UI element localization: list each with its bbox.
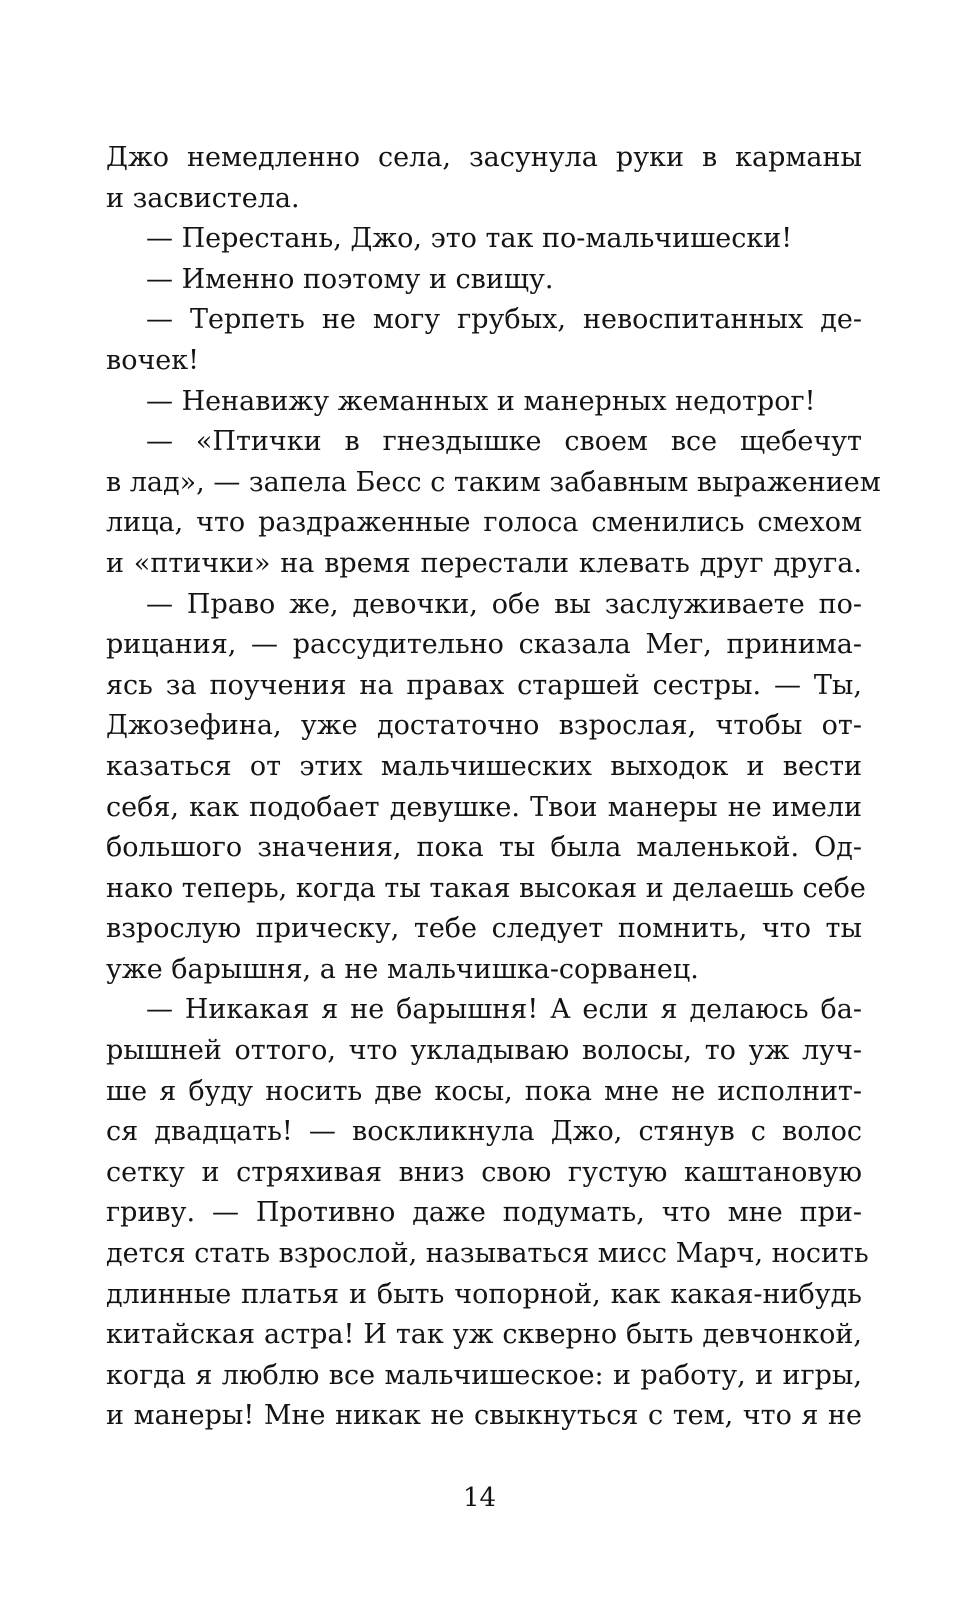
text-line: сетку и стряхивая вниз свою густую каштановую [106, 1156, 862, 1188]
text-line: дется стать взрослой, называться мисс Марч, носить [106, 1238, 869, 1270]
text-line: казаться от этих мальчишеских выходок и вести [106, 750, 862, 782]
text-line: взрослую прическу, тебе следует помнить, что ты [106, 913, 862, 945]
text-line: — «Птички в гнездышке своем все щебечут [146, 426, 862, 458]
text-line: гриву. — Противно даже подумать, что мне при- [106, 1197, 862, 1229]
text-line: ся двадцать! — воскликнула Джо, стянув с волос [106, 1116, 862, 1148]
text-line: — Никакая я не барышня! А если я делаюсь ба- [146, 994, 862, 1026]
text-line: — Перестань, Джо, это так по-мальчишески! [146, 223, 793, 255]
text-line: и засвистела. [106, 182, 300, 214]
page-number: 14 [462, 1483, 497, 1513]
text-line: когда я люблю все мальчишеское: и работу, и игры, [106, 1359, 862, 1391]
text-line: в лад», — запела Бесс с таким забавным выражением [106, 466, 881, 498]
text-line: ясь за поучения на правах старшей сестры. — Ты, [106, 669, 862, 701]
body-text [106, 138, 881, 1437]
text-line: длинные платья и быть чопорной, как какая-нибудь [106, 1278, 862, 1310]
text-line: — Ненавижу жеманных и манерных недотрог! [146, 385, 816, 417]
text-line: рышней оттого, что укладываю волосы, то уж луч- [106, 1035, 862, 1067]
text-line: нако теперь, когда ты такая высокая и делаешь себе [106, 872, 866, 904]
text-line: — Именно поэтому и свищу. [146, 263, 554, 295]
text-line: Джозефина, уже достаточно взрослая, чтобы от- [106, 710, 862, 742]
text-line: уже барышня, а не мальчишка-сорванец. [106, 953, 699, 985]
text-line: и манеры! Мне никак не свыкнуться с тем, что я не [106, 1400, 862, 1432]
text-line: — Терпеть не могу грубых, невоспитанных де- [146, 304, 862, 336]
text-line: рицания, — рассудительно сказала Мег, принима- [106, 629, 862, 661]
text-line: ше я буду носить две косы, пока мне не исполнит- [106, 1075, 862, 1107]
text-line: китайская астра! И так уж скверно быть девчонкой, [106, 1319, 862, 1351]
text-line: лица, что раздраженные голоса сменились смехом [106, 507, 862, 539]
text-line: вочек! [106, 344, 200, 376]
text-line: — Право же, девочки, обе вы заслуживаете по- [146, 588, 862, 620]
text-line: себя, как подобает девушке. Твои манеры не имели [106, 791, 862, 823]
text-line: Джо немедленно села, засунула руки в карманы [106, 142, 862, 173]
text-line: большого значения, пока ты была маленькой. Од- [106, 832, 862, 864]
text-line: и «птички» на время перестали клевать друг друга. [106, 547, 862, 579]
